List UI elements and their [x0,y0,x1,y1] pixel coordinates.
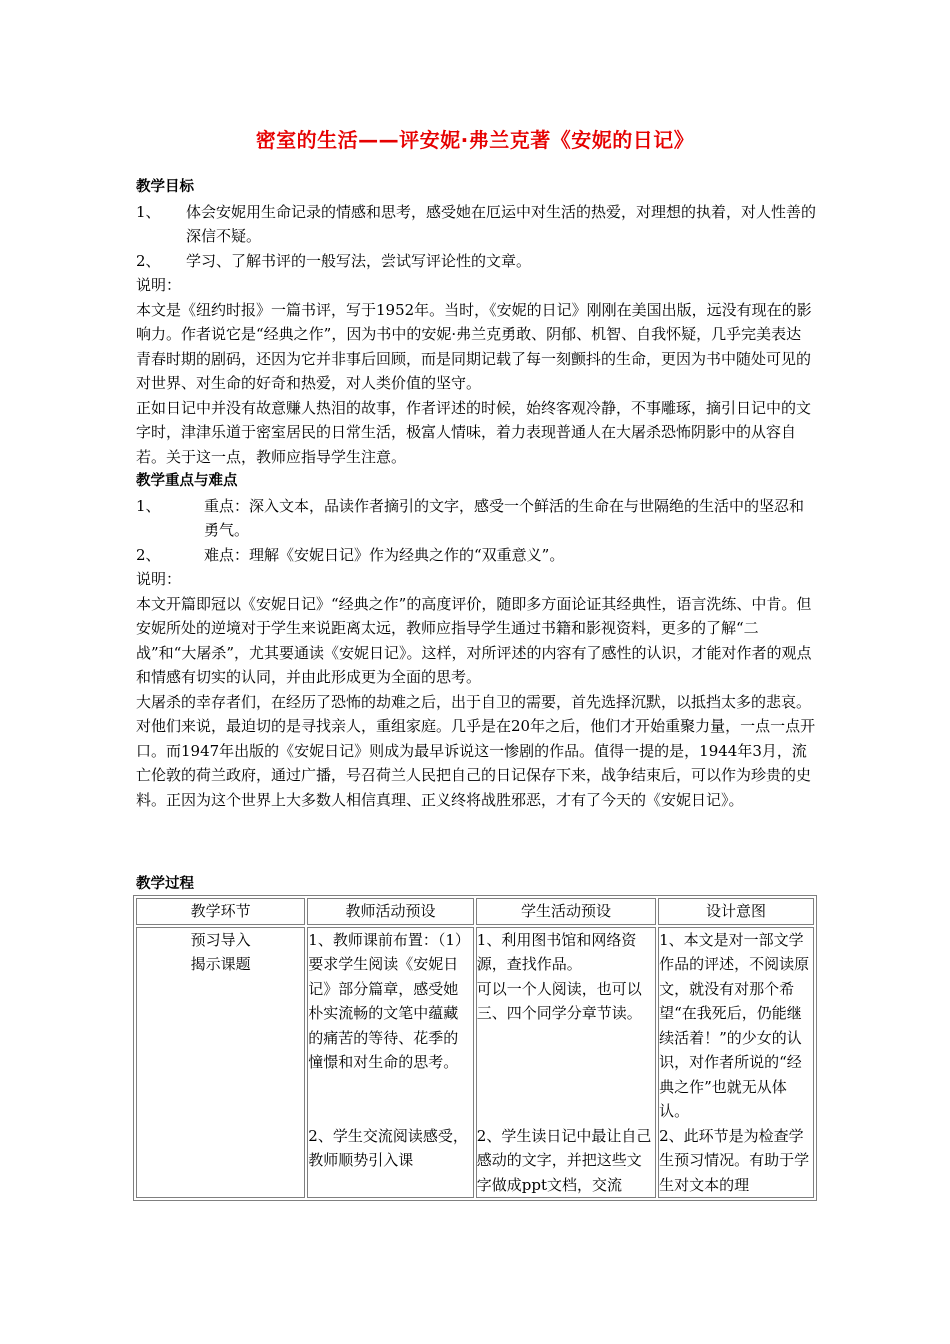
student-activity: 可以一个人阅读，也可以三、四个同学分章节读。 [476,979,642,1022]
keypoint-item [136,494,816,543]
goal-number: 2、 [136,251,161,270]
stage-cell [136,927,305,1199]
column-header: 教学环节 [136,898,305,925]
keypoint-text: 难点：理解《安妮日记》作为经典之作的“双重意义”。 [204,545,565,564]
section-heading-goals: 教学目标 [136,179,194,195]
stage-line: 揭示课题 [190,955,251,973]
cell-spacer [477,1026,655,1124]
student-activity: 1、利用图书馆和网络资源，查找作品。 [476,930,637,973]
teacher-activity-cell [307,927,474,1199]
note-paragraph: 本文开篇即冠以《安妮日记》“经典之作”的高度评价，随即多方面论证其经典性，语言洗练、中肯。但安妮所处的逆境对于学生来说距离太远，教师应指导学生通过书籍和影视资料，更多的了解“二战”和“大屠杀”，尤其要通读《安妮日记》。这样，对所评述的内容有了感性的认识，才能对作者的观点和情感有切实的认同，并由此形成更为全面的思考。 [136,594,812,686]
column-header: 设计意图 [658,898,814,925]
teaching-process-table [133,895,817,1201]
column-header: 教师活动预设 [307,898,474,925]
goal-number: 1、 [136,202,161,221]
goal-text: 学习、了解书评的一般写法，尝试写评论性的文章。 [186,251,532,270]
keypoint-text: 重点：深入文本，品读作者摘引的文字，感受一个鲜活的生命在与世隔绝的生活中的坚忍和勇气。 [204,496,805,539]
column-header: 学生活动预设 [476,898,656,925]
design-intent-cell [658,927,814,1199]
table-header-row [136,898,814,925]
stage-line: 预习导入 [190,930,251,949]
document-title: 密室的生活——评安妮·弗兰克著《安妮的日记》 [255,128,695,152]
goal-text: 体会安妮用生命记录的情感和思考，感受她在厄运中对生活的热爱，对理想的执着，对人性善的深信不疑。 [186,202,817,245]
note-paragraph: 本文是《纽约时报》一篇书评，写于1952年。当时，《安妮的日记》刚刚在美国出版，远没有现在的影响力。作者说它是“经典之作”，因为书中的安妮·弗兰克勇敢、阴郁、机智、自我怀疑，几乎完美表达青春时期的剧码，还因为它并非事后回顾，而是同期记载了每一刻颤抖的生命，更因为书中随处可见的对世界、对生命的好奇和热爱，对人类价值的坚守。 [136,300,812,392]
document-body [136,175,816,812]
goal-item [136,249,816,274]
design-intent: 1、本文是对一部文学作品的评述，不阅读原文，就没有对那个希望“在我死后，仍能继续活着！”的少女的认识，对作者所说的“经典之作”也就无从体认。 [659,930,810,1120]
section-heading-process: 教学过程 [136,876,194,892]
goal-item [136,200,816,249]
note-paragraph: 正如日记中并没有故意赚人热泪的故事，作者评述的时候，始终客观冷静，不事雕琢，摘引日记中的文字时，津津乐道于密室居民的日常生活，极富人情味，着力表现普通人在大屠杀恐怖阴影中的从容自若。关于这一点，教师应指导学生注意。 [136,398,812,466]
note-label: 说明： [136,570,182,588]
section-heading-keypoints: 教学重点与难点 [136,473,238,489]
note-label: 说明： [136,276,182,294]
keypoint-number: 2、 [136,545,161,564]
keypoint-item [136,543,816,568]
student-activity: 2、学生读日记中最让自己感动的文字，并把这些文字做成ppt文档，交流 [476,1126,652,1194]
table-row [136,927,814,1199]
keypoint-number: 1、 [136,496,161,515]
teacher-activity: 2、学生交流阅读感受，教师顺势引入课 [308,1126,468,1169]
note-paragraph: 大屠杀的幸存者们，在经历了恐怖的劫难之后，出于自卫的需要，首先选择沉默，以抵挡太多的悲哀。对他们来说，最迫切的是寻找亲人，重组家庭。几乎是在20年之后，他们才开始重聚力量，一点一点开口。而1947年出版的《安妮日记》则成为最早诉说这一惨剧的作品。值得一提的是，1944年3月，流亡伦敦的荷兰政府，通过广播，号召荷兰人民把自己的日记保存下来，战争结束后，可以作为珍贵的史料。正因为这个世界上大多数人相信真理、正义终将战胜邪恶，才有了今天的《安妮日记》。 [136,692,816,809]
student-activity-cell [476,927,656,1199]
cell-spacer [308,1075,473,1124]
teacher-activity: 1、教师课前布置：（1）要求学生阅读《安妮日记》部分篇章，感受她朴实流畅的文笔中蕴藏的痛苦的等待、花季的憧憬和对生命的思考。 [308,930,470,1071]
design-intent: 2、此环节是为检查学生预习情况。有助于学生对文本的理 [659,1126,810,1194]
